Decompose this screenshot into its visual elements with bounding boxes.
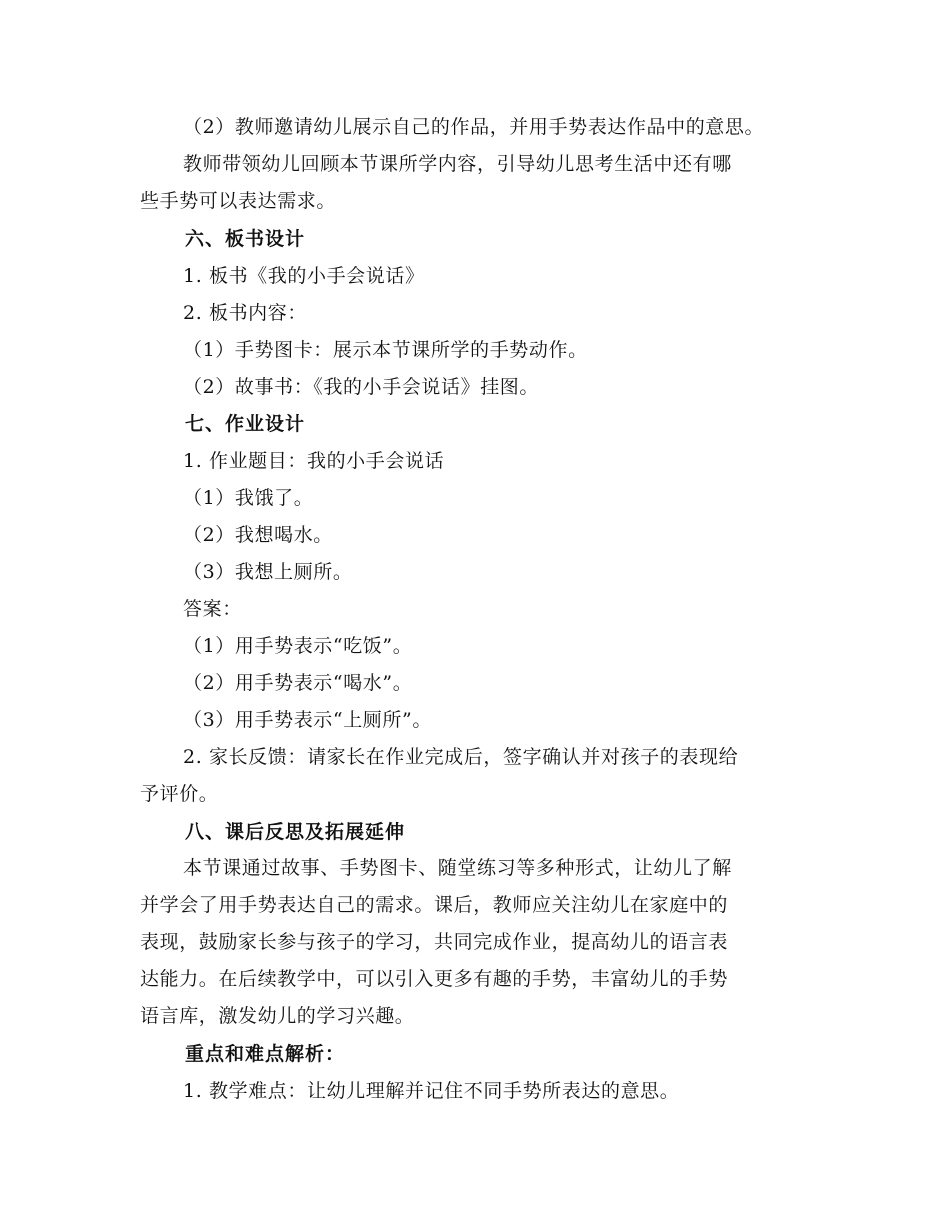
list-item: （1）用手势表示“吃饭”。 — [183, 635, 413, 657]
list-item: 1. 板书《我的小手会说话》 — [183, 265, 425, 287]
list-item: （2）故事书：《我的小手会说话》挂图。 — [183, 376, 539, 398]
paragraph-line: 语言库，激发幼儿的学习兴趣。 — [140, 1005, 415, 1027]
list-item: 2. 板书内容： — [183, 302, 307, 324]
paragraph-line: 本节课通过故事、手势图卡、随堂练习等多种形式，让幼儿了解 — [183, 857, 732, 879]
section-heading: 七、作业设计 — [185, 413, 306, 435]
list-item: 1. 作业题目：我的小手会说话 — [183, 450, 445, 472]
answer-label: 答案： — [183, 598, 242, 620]
list-item: （2）用手势表示“喝水”。 — [183, 672, 413, 694]
list-item: （1）手势图卡：展示本节课所学的手势动作。 — [183, 339, 588, 361]
section-heading: 六、板书设计 — [185, 228, 306, 250]
list-item: （3）我想上厕所。 — [183, 561, 353, 583]
paragraph-line: 些手势可以表达需求。 — [140, 190, 337, 212]
paragraph-line: 教师带领幼儿回顾本节课所学内容，引导幼儿思考生活中还有哪 — [183, 153, 732, 175]
paragraph-line: 予评价。 — [140, 783, 219, 805]
paragraph-line: 达能力。在后续教学中，可以引入更多有趣的手势，丰富幼儿的手势 — [140, 968, 729, 990]
section-heading: 八、课后反思及拓展延伸 — [185, 821, 406, 843]
list-item: 1. 教学难点：让幼儿理解并记住不同手势所表达的意思。 — [183, 1080, 680, 1102]
list-item: （2）我想喝水。 — [183, 524, 333, 546]
list-item: （3）用手势表示“上厕所”。 — [183, 709, 432, 731]
section-heading: 重点和难点解析： — [185, 1043, 346, 1065]
list-item: （1）我饿了。 — [183, 487, 314, 509]
list-item: 2. 家长反馈：请家长在作业完成后，签字确认并对孩子的表现给 — [183, 746, 739, 768]
paragraph-line: （2）教师邀请幼儿展示自己的作品，并用手势表达作品中的意思。 — [183, 116, 765, 138]
paragraph-line: 表现，鼓励家长参与孩子的学习，共同完成作业，提高幼儿的语言表 — [140, 931, 729, 953]
paragraph-line: 并学会了用手势表达自己的需求。课后，教师应关注幼儿在家庭中的 — [140, 894, 729, 916]
